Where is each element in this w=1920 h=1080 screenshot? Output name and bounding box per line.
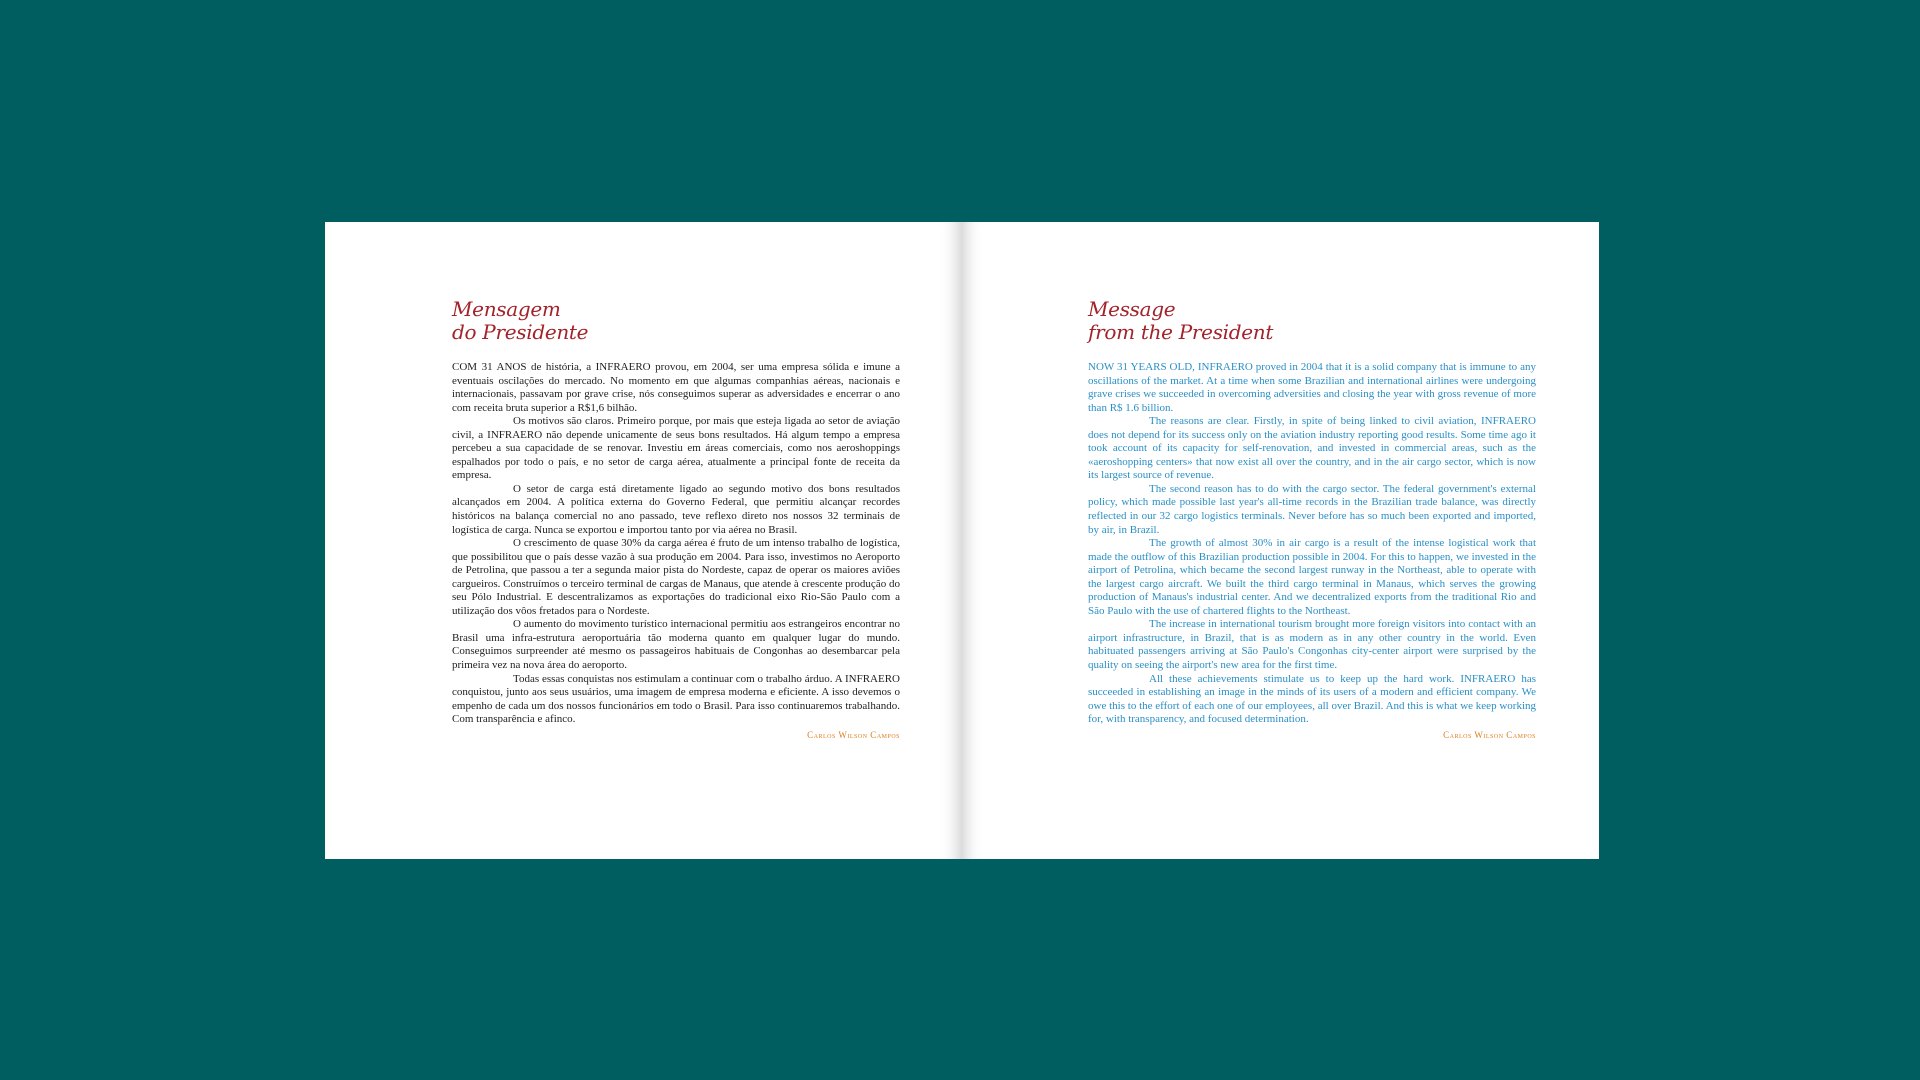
paragraph: Todas essas conquistas nos estimulam a continuar com o trabalho árduo. A INFRAERO conquistou, junto aos seus usuários, uma imagem de empresa moderna e eficiente. A isso devemos o empenho de cada um dos nossos funcionários em todo o Brasil. Para isso continuaremos trabalhando. Com transparência e afinco. xyxy=(452,672,900,726)
message-body-portuguese xyxy=(452,361,900,742)
left-page-portuguese xyxy=(325,222,961,859)
page-title-english xyxy=(1088,298,1273,344)
paragraph: NOW 31 YEARS OLD, INFRAERO proved in 2004 that it is a solid company that is immune to any oscillations of the market. At a time when some Brazilian and international airlines were undergoing grave crises we succeeded in overcoming adversities and closing the year with gross revenue of more than R$ 1.6 billion. xyxy=(1088,361,1536,414)
paragraph: The second reason has to do with the cargo sector. The federal government's external policy, which made possible last year's all-time records in the Brazilian trade balance, was directly reflected in our 32 cargo logistics terminals. Never before has so much been exported and imported, by air, in Brazil. xyxy=(1088,482,1536,536)
book-spread xyxy=(325,222,1599,859)
signature: Carlos Wilson Campos xyxy=(1443,729,1536,740)
right-page-english xyxy=(961,222,1599,859)
paragraph: Os motivos são claros. Primeiro porque, por mais que esteja ligada ao setor de aviação civil, a INFRAERO não depende unicamente de seus bons resultados. Há algum tempo a empresa percebeu a sua capacidade de se renovar. Investiu em áreas comerciais, como nos aeroshoppings espalhados por todo o país, e no setor de carga aérea, atualmente a principal fonte de receita da empresa. xyxy=(452,415,900,482)
title-line-2: from the President xyxy=(1088,320,1274,344)
paragraph: O aumento do movimento turístico internacional permitiu aos estrangeiros encontrar no Brasil uma infra-estrutura aeroportuária tão moderna quanto em qualquer lugar do mundo. Conseguimos surpreender até mesmo os passageiros habituais de Congonhas ao desembarcar pela primeira vez na nova área do aeroporto. xyxy=(452,618,900,672)
paragraph: The growth of almost 30% in air cargo is a result of the intense logistical work that made the outflow of this Brazilian production possible in 2004. For this to happen, we invested in the airport of Petrolina, which became the second largest runway in the Northeast, able to operate with the largest cargo aircraft. We built the third cargo terminal in Manaus, which serves the growing production of Manaus's industrial center. And we decentralized exports from the traditional Rio and São Paulo with the use of chartered flights to the Northeast. xyxy=(1088,537,1536,617)
title-line-1: Mensagem xyxy=(452,297,561,321)
paragraph: The reasons are clear. Firstly, in spite of being linked to civil aviation, INFRAERO does not depend for its success only on the aviation industry reporting good results. Some time ago it took account of its capacity for self-renovation, and invested in commercial areas, such as the «aeroshopping centers» that now exist all over the country, and in the air cargo sector, which is now its largest source of revenue. xyxy=(1088,415,1536,482)
paragraph: O setor de carga está diretamente ligado ao segundo motivo dos bons resultados alcançados em 2004. A política externa do Governo Federal, que permitiu alcançar recordes históricos na balança comercial no ano passado, teve reflexo direto nos nossos 32 terminais de logística de carga. Nunca se exportou e importou tanto por via aérea no Brasil. xyxy=(452,482,900,536)
title-line-2: do Presidente xyxy=(452,320,589,344)
paragraph: COM 31 ANOS de história, a INFRAERO provou, em 2004, ser uma empresa sólida e imune a eventuais oscilações do mercado. No momento em que algumas companhias aéreas, nacionais e internacionais, passavam por grave crise, nós conseguimos superar as adversidades e encerrar o ano com receita bruta superior a R$1,6 bilhão. xyxy=(452,361,900,414)
message-body-english xyxy=(1088,361,1536,742)
title-line-1: Message xyxy=(1088,297,1176,321)
signature: Carlos Wilson Campos xyxy=(807,729,900,740)
paragraph: All these achievements stimulate us to keep up the hard work. INFRAERO has succeeded in establishing an image in the minds of its users of a modern and efficient company. We owe this to the effort of each one of our employees, all over Brazil. And this is what we keep working for, with transparency, and focused determination. xyxy=(1088,672,1536,726)
paragraph: The increase in international tourism brought more foreign visitors into contact with an airport infrastructure, in Brazil, that is as modern as in any other country in the world. Even habituated passengers arriving at São Paulo's Congonhas city-center airport were surprised by the quality on seeing the airport's new area for the first time. xyxy=(1088,618,1536,672)
page-title-portuguese xyxy=(452,298,588,344)
paragraph: O crescimento de quase 30% da carga aérea é fruto de um intenso trabalho de logística, que possibilitou que o país desse vazão à sua produção em 2004. Para isso, investimos no Aeroporto de Petrolina, que passou a ter a segunda maior pista do Nordeste, capaz de operar os maiores aviões cargueiros. Construímos o terceiro terminal de cargas de Manaus, que atende à crescente produção do seu Pólo Industrial. E descentralizamos as exportações do tradicional eixo Rio-São Paulo com a utilização dos vôos fretados para o Nordeste. xyxy=(452,537,900,617)
